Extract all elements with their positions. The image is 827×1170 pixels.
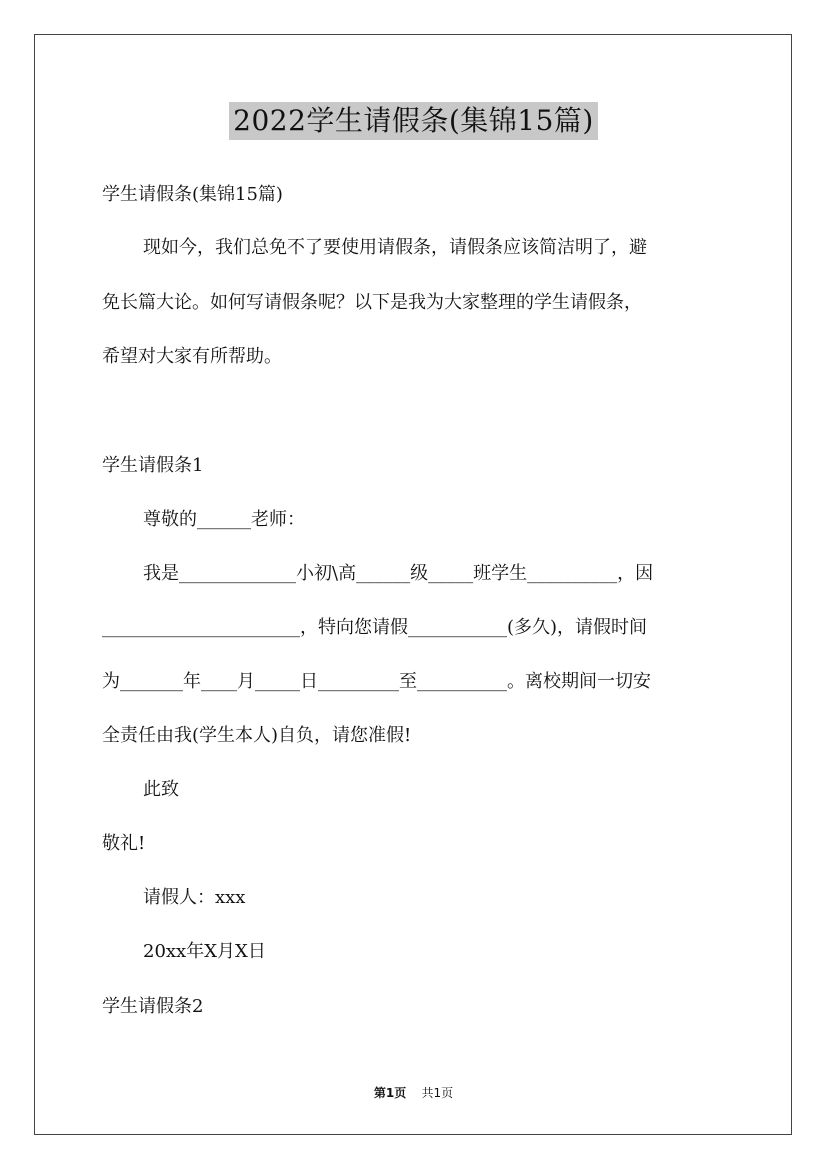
title-container (0, 102, 827, 140)
document-subtitle: 学生请假条(集锦15篇) (102, 184, 283, 205)
page-total: 共1页 (421, 1086, 454, 1100)
document-title: 2022学生请假条(集锦15篇) (229, 102, 598, 140)
body-line-1: 我是_____________小初\高______级_____班学生__________，因 (143, 563, 654, 584)
regards: 敬礼! (102, 833, 146, 854)
intro-line-3: 希望对大家有所帮助。 (102, 346, 282, 367)
intro-line-2: 免长篇大论。如何写请假条呢？以下是我为大家整理的学生请假条， (102, 292, 642, 313)
signer: 请假人：xxx (143, 887, 246, 908)
salutation: 尊敬的______老师： (143, 509, 305, 530)
body-line-3: 为_______年____月_____日_________至__________。离校期间一切安 (102, 671, 651, 692)
body-line-2: ______________________，特向您请假___________(多久)，请假时间 (102, 617, 648, 638)
closing: 此致 (143, 779, 179, 800)
page-footer (0, 1085, 827, 1101)
section-2-heading: 学生请假条2 (102, 996, 204, 1017)
section-1-heading: 学生请假条1 (102, 455, 204, 476)
page-number: 第1页 (373, 1086, 407, 1100)
body-line-4: 全责任由我(学生本人)自负，请您准假! (102, 725, 412, 746)
date: 20xx年X月X日 (143, 941, 266, 962)
intro-line-1: 现如今，我们总免不了要使用请假条，请假条应该简洁明了，避 (143, 237, 647, 258)
